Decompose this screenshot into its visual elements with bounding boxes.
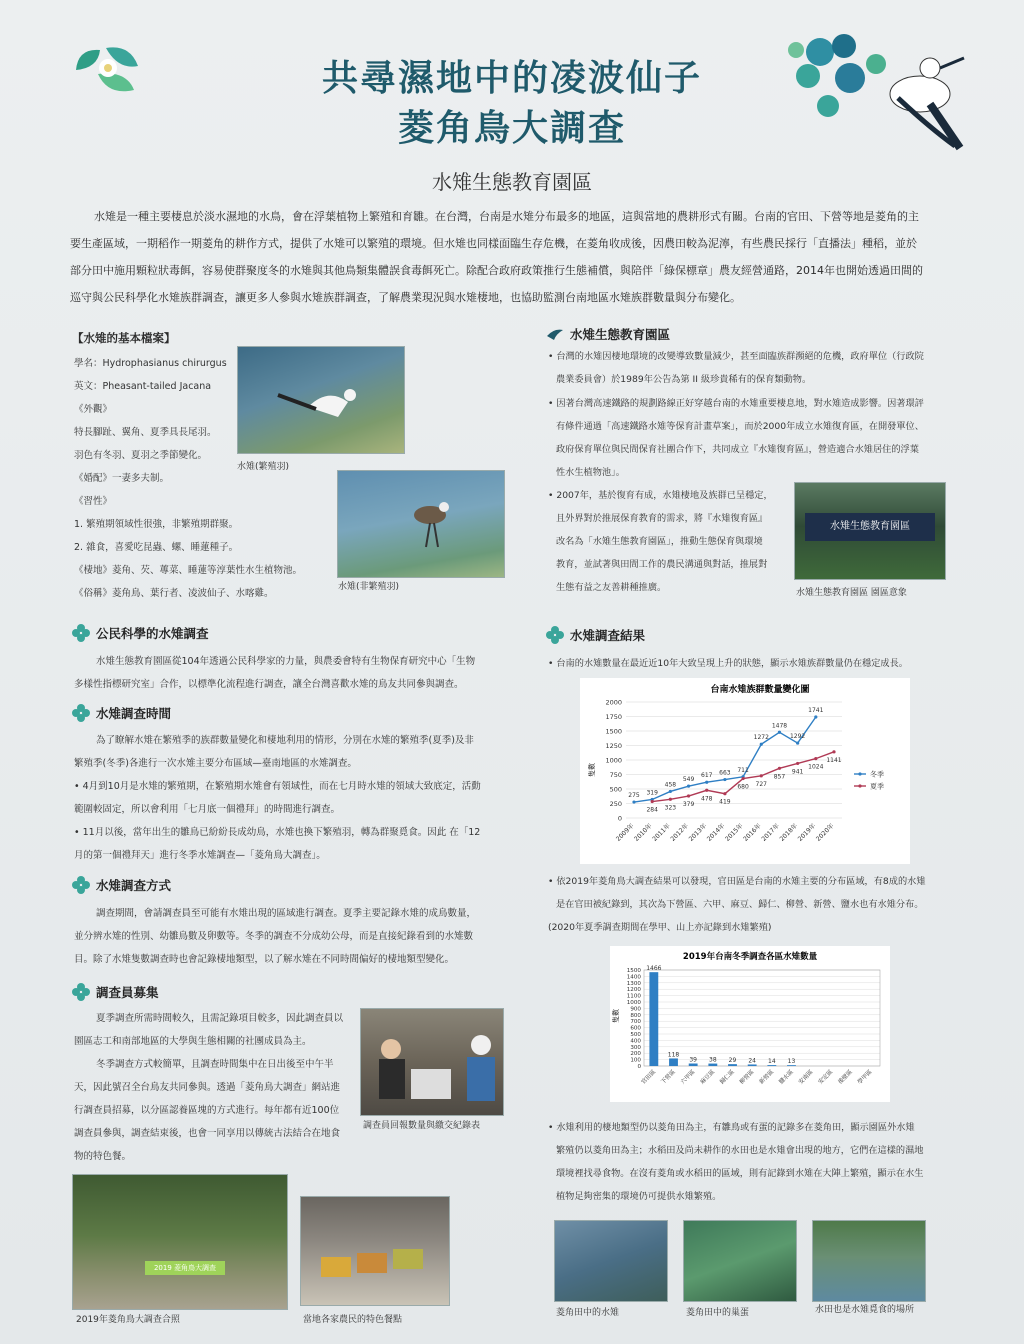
text-line: 調查期間，會請調查員至可能有水雉出現的區域進行調查。夏季主要記錄水雉的成鳥數量， bbox=[96, 908, 477, 919]
y-tick-label: 1750 bbox=[605, 713, 622, 721]
data-point bbox=[760, 743, 763, 746]
text-line: 因著台灣高速鐵路的規劃路線正好穿越台南的水雉重要棲息地，對水雉造成影響。因著環評 bbox=[556, 398, 924, 409]
recruit-heading bbox=[72, 983, 159, 1001]
text-line: 植物足夠密集的環境仍可提供水雉繁殖。 bbox=[556, 1191, 722, 1202]
profile-line: 《外觀》 bbox=[74, 404, 113, 415]
data-point bbox=[723, 792, 726, 795]
data-label: 458 bbox=[664, 781, 677, 789]
clover-icon bbox=[72, 983, 90, 1001]
section-title: 水雉調查方式 bbox=[96, 878, 172, 893]
x-tick-label: 2009年 bbox=[614, 822, 636, 843]
x-tick-label: 2016年 bbox=[742, 822, 763, 843]
intro-paragraph bbox=[70, 203, 950, 311]
clover-icon bbox=[546, 626, 564, 644]
park-heading bbox=[546, 325, 670, 343]
data-point bbox=[796, 762, 799, 765]
bar-新營區 bbox=[767, 1065, 776, 1066]
x-tick-label: 歸仁區 bbox=[719, 1069, 736, 1086]
habitat-photo-2 bbox=[683, 1220, 797, 1302]
section-title: 調查員募集 bbox=[96, 985, 159, 1000]
data-label: 24 bbox=[748, 1057, 756, 1065]
bird-icon bbox=[546, 326, 564, 342]
data-label: 29 bbox=[728, 1057, 737, 1065]
y-tick-label: 800 bbox=[630, 1012, 641, 1019]
data-label: 118 bbox=[667, 1051, 680, 1059]
method-heading bbox=[72, 876, 171, 894]
x-tick-label: 2014年 bbox=[705, 822, 727, 843]
data-label: 323 bbox=[664, 804, 677, 812]
data-point bbox=[832, 750, 835, 753]
text-line: • 11月以後，當年出生的雛鳥已紛紛長成幼鳥，水雉也換下繁殖羽，轉為群聚覓食。因此 在「12 bbox=[74, 827, 481, 838]
bar-麻豆區 bbox=[708, 1064, 717, 1066]
profile-line: 英文：Pheasant-tailed Jacana bbox=[74, 381, 212, 392]
intro-line: 部分田中施用顆粒狀毒餌，容易使群聚度冬的水雉與其他鳥類集體誤食毒餌死亡。除配合政府政策推行生態補償，與陪伴「綠保標章」農友經營通路，2014年也開始透過田間的 bbox=[70, 264, 923, 277]
photo-caption: 當地各家農民的特色餐點 bbox=[303, 1315, 403, 1325]
text-line: • 4月到10月是水雉的繁殖期，在繁殖期水雉會有領域性，而在七月時水雉的領域大致底定，活動 bbox=[74, 781, 481, 792]
data-label: 680 bbox=[737, 783, 749, 791]
park-sign-photo bbox=[794, 482, 946, 580]
y-tick-label: 200 bbox=[630, 1051, 641, 1058]
park-sign-text: 水雉生態教育園區 bbox=[805, 513, 935, 541]
y-tick-label: 1500 bbox=[605, 727, 622, 736]
photo-caption: 水雉(繁殖羽) bbox=[237, 462, 290, 472]
data-point bbox=[741, 777, 744, 780]
y-tick-label: 900 bbox=[630, 1006, 641, 1013]
data-point bbox=[651, 800, 654, 803]
profile-line: 《習性》 bbox=[74, 496, 113, 507]
legend-label: 夏季 bbox=[870, 782, 884, 791]
y-tick-label: 750 bbox=[609, 771, 622, 779]
park-bullet-1: • 台灣的水雉因棲地環境的改變導致數量減少，甚至面臨族群瀕絕的危機，政府單位（行政院 農業委員會）於1989年公告為第 II 級珍貴稀有的保育類動物。 bbox=[548, 345, 948, 391]
text-line: 多樣性指標研究室」合作，以標準化流程進行調查，讓全台灣喜歡水雉的鳥友共同參與調查。 bbox=[74, 679, 464, 690]
data-point bbox=[687, 785, 690, 788]
text-line: 行調查員招募，以分區認養區塊的方式進行。每年都有近100位 bbox=[74, 1105, 340, 1116]
data-label: 419 bbox=[719, 798, 731, 806]
timing-heading bbox=[72, 704, 171, 722]
data-point bbox=[705, 789, 708, 792]
bar-歸仁區 bbox=[728, 1064, 737, 1066]
x-tick-label: 2020年 bbox=[814, 822, 836, 843]
data-point bbox=[687, 794, 690, 797]
text-line: 園區志工和南部地區的大學與生態相關的社團成員為主。 bbox=[74, 1036, 312, 1047]
y-tick-label: 400 bbox=[630, 1038, 641, 1045]
text-line: 2007年，基於復育有成，水雉棲地及族群已呈穩定， bbox=[556, 490, 773, 501]
data-label: 711 bbox=[737, 766, 749, 774]
text-line: 目。除了水雉隻數調查時也會記錄棲地類型，以了解水雉在不同時間偏好的棲地類型變化。 bbox=[74, 954, 455, 965]
recruit-text bbox=[74, 1007, 354, 1168]
y-tick-label: 100 bbox=[630, 1057, 641, 1064]
local-food-photo bbox=[300, 1196, 450, 1306]
data-label: 727 bbox=[755, 780, 767, 788]
y-tick-label: 1500 bbox=[626, 968, 641, 974]
photo-caption: 水雉(非繁殖羽) bbox=[338, 582, 400, 592]
profile-line: 羽色有冬羽、夏羽之季節變化。 bbox=[74, 450, 208, 461]
x-tick-label: 官田區 bbox=[640, 1069, 658, 1086]
data-label: 275 bbox=[628, 792, 640, 800]
legend-marker bbox=[858, 784, 861, 787]
text-line: 是在官田被紀錄到，其次為下營區、六甲、麻豆、歸仁、柳營、新營、鹽水也有水雉分布。 bbox=[556, 899, 924, 910]
data-label: 617 bbox=[701, 772, 713, 780]
text-line: 有條件通過「高速鐵路水雉等保育計畫草案」，而於2000年成立水雉復育區，在開發單位、 bbox=[556, 421, 924, 432]
text-line: 月的第一個禮拜天」進行冬季水雉調查—「菱角鳥大調查」。 bbox=[74, 850, 326, 861]
y-axis-label: 隻數 bbox=[612, 1009, 620, 1023]
x-tick-label: 2015年 bbox=[724, 822, 745, 843]
intro-line: 要生產區域，一期稻作一期菱角的耕作方式，提供了水雉可以繁殖的環境。但水雉也同樣面臨生存危機，在菱角收成後，因農田較為泥濘，有些農民採行「直播法」種稻，並於 bbox=[70, 237, 917, 250]
text-line: • 水雉利用的棲地類型仍以菱角田為主，有雛鳥或有蛋的記錄多在菱角田，顯示園區外水雉 bbox=[548, 1122, 915, 1133]
data-point bbox=[814, 757, 817, 760]
x-tick-label: 2018年 bbox=[778, 822, 800, 843]
x-tick-label: 鹽水區 bbox=[778, 1069, 795, 1086]
data-point bbox=[705, 781, 708, 784]
data-label: 1741 bbox=[808, 707, 824, 715]
text-line: 政府保育單位與民間保育社團合作下，共同成立『水雉復育區』，營造適合水雉居住的浮葉 bbox=[556, 444, 919, 455]
text-line: 天，因此號召全台鳥友共同參與。透過「菱角鳥大調查」網站進 bbox=[74, 1082, 341, 1093]
surveyors-reporting-photo bbox=[360, 1008, 504, 1116]
y-tick-label: 0 bbox=[637, 1064, 641, 1070]
citizen-heading bbox=[72, 624, 209, 642]
data-label: 13 bbox=[787, 1058, 796, 1066]
data-point bbox=[814, 715, 817, 718]
text-line: 夏季調查所需時間較久，且需記錄項目較多，因此調查員以 bbox=[96, 1013, 344, 1024]
clover-icon bbox=[72, 876, 90, 894]
profile-line: 《婚配》一妻多夫制。 bbox=[74, 473, 170, 484]
profile-line: 《俗稱》菱角鳥、葉行者、凌波仙子、水喀雞。 bbox=[74, 588, 274, 599]
clover-icon bbox=[72, 624, 90, 642]
photo-caption: 菱角田中的巢蛋 bbox=[686, 1308, 750, 1318]
photo-caption: 水田也是水雉覓食的場所 bbox=[815, 1305, 915, 1315]
y-tick-label: 1400 bbox=[626, 974, 641, 981]
plot-frame bbox=[644, 970, 880, 1066]
data-label: 1478 bbox=[771, 722, 788, 730]
photo-caption: 調查員回報數量與繳交紀錄表 bbox=[363, 1121, 481, 1131]
data-point bbox=[760, 774, 763, 777]
y-tick-label: 1000 bbox=[605, 756, 622, 765]
population-line-chart bbox=[580, 678, 910, 864]
results-bullet-3 bbox=[548, 1116, 968, 1208]
intro-line: 巡守與公民科學化水雉族群調查，讓更多人參與水雉族群調查，了解農業現況與水雉棲地，也協助監測台南地區水雉族群數量與分布變化。 bbox=[70, 291, 741, 304]
text-line: 農業委員會）於1989年公告為第 II 級珍貴稀有的保育類動物。 bbox=[556, 374, 812, 385]
text-line: 繁殖仍以菱角田為主；水稻田及尚未耕作的水田也是水雉會出現的地方，它們在這樣的濕地 bbox=[556, 1145, 924, 1156]
profile-line: 特長腳趾、翼角、夏季具長尾羽。 bbox=[74, 427, 217, 438]
data-label: 1292 bbox=[789, 733, 806, 741]
bar-六甲區 bbox=[689, 1064, 698, 1066]
bar-柳營區 bbox=[748, 1064, 757, 1066]
text-line: 並分辨水雉的性別、幼雛鳥數及卵數等。冬季的調查不分成幼公母，而是直接紀錄看到的水雉數 bbox=[74, 931, 474, 942]
photo-caption: 菱角田中的水雉 bbox=[556, 1308, 620, 1318]
x-tick-label: 2011年 bbox=[651, 822, 672, 843]
x-tick-label: 下營區 bbox=[660, 1069, 677, 1086]
data-label: 549 bbox=[682, 776, 695, 784]
jacana-breeding-photo bbox=[237, 346, 405, 454]
profile-line: 1. 繁殖期領域性很強，非繁殖期群聚。 bbox=[74, 519, 239, 530]
y-tick-label: 1250 bbox=[605, 742, 622, 750]
bar-官田區 bbox=[649, 972, 658, 1066]
x-tick-label: 2012年 bbox=[669, 822, 690, 843]
y-axis-label: 隻數 bbox=[588, 763, 596, 777]
x-tick-label: 麻豆區 bbox=[699, 1069, 717, 1086]
text-line: 調查員參與，調查結束後，也會一同享用以傳統古法結合在地食 bbox=[74, 1128, 341, 1139]
results-bullet-1: • 台南的水雉數量在最近近10年大致呈現上升的狀態，顯示水雉族群數量仍在穩定成長。 bbox=[548, 658, 908, 669]
data-label: 478 bbox=[701, 795, 713, 803]
text-line: 水雉生態教育園區從104年透過公民科學家的力量，與農委會特有生物保育研究中心「生物 bbox=[96, 656, 476, 667]
data-point bbox=[632, 800, 635, 803]
page-subtitle: 水雉生態教育園區 bbox=[432, 170, 592, 194]
y-tick-label: 500 bbox=[609, 785, 622, 794]
photo-caption: 2019年菱角鳥大調查合照 bbox=[76, 1315, 180, 1325]
text-line: (2020年夏季調查期間在學甲、山上亦記錄到水雉繁殖) bbox=[548, 922, 772, 933]
text-line: 生態有益之友善耕種推廣。 bbox=[556, 582, 667, 593]
bar-下營區 bbox=[669, 1058, 678, 1066]
intro-line: 水雉是一種主要棲息於淡水濕地的水鳥，會在浮葉植物上繁殖和育雛。在台灣，台南是水雉分布最多的地區，這與當地的農耕形式有關。台南的官田、下營等地是菱角的主 bbox=[94, 210, 919, 223]
x-tick-label: 2013年 bbox=[687, 822, 709, 843]
section-title: 水雉生態教育園區 bbox=[570, 327, 671, 342]
y-tick-label: 500 bbox=[630, 1032, 641, 1038]
data-label: 1272 bbox=[753, 734, 769, 742]
data-point bbox=[669, 790, 672, 793]
data-point bbox=[778, 767, 781, 770]
park-bullet-2: • 因著台灣高速鐵路的規劃路線正好穿越台南的水雉重要棲息地，對水雉造成影響。因著環評 有條件通過「高速鐵路水雉等保育計畫草案」，而於2000年成立水雉復育區，在開發單位、 政府保育單位與民間保育社團合作下，共同成立『水雉復育區』，營造適合水雉居住的浮葉 性水生植物池」。 bbox=[548, 392, 948, 484]
profile-line: 《棲地》菱角、芡、蓴菜、睡蓮等淳葉性水生植物池。 bbox=[74, 565, 303, 576]
y-tick-label: 300 bbox=[630, 1044, 641, 1051]
y-tick-label: 1000 bbox=[626, 1000, 641, 1006]
results-bullet-2 bbox=[548, 870, 968, 939]
text-line: 教育，並試著與田間工作的農民溝通與對話，推展對 bbox=[556, 559, 768, 570]
text-line: 環境裡找尋食物。在沒有菱角或水稻田的區域，則有記錄到水雉在大陣上繁殖，顯示在水生 bbox=[556, 1168, 924, 1179]
text-line: 台灣的水雉因棲地環境的改變導致數量減少，甚至面臨族群瀕絕的危機，政府單位（行政院 bbox=[556, 351, 924, 362]
x-tick-label: 新營區 bbox=[758, 1069, 776, 1086]
section-title: 水雉調查結果 bbox=[570, 628, 646, 643]
x-tick-label: 2019年 bbox=[796, 822, 818, 843]
section-title: 水雉調查時間 bbox=[96, 706, 172, 721]
x-tick-label: 安定區 bbox=[817, 1069, 835, 1086]
legend-marker bbox=[858, 772, 861, 775]
jacana-nonbreeding-photo bbox=[337, 470, 505, 578]
y-tick-label: 1100 bbox=[626, 993, 641, 1000]
y-tick-label: 2000 bbox=[605, 698, 622, 707]
data-label: 14 bbox=[768, 1058, 776, 1066]
x-tick-label: 安南區 bbox=[798, 1069, 815, 1086]
y-tick-label: 250 bbox=[609, 800, 622, 808]
method-text bbox=[74, 902, 494, 971]
data-point bbox=[723, 778, 726, 781]
profile-line: 2. 雜食，喜愛吃昆蟲、螺、睡蓮種子。 bbox=[74, 542, 239, 553]
bar-鹽水區 bbox=[787, 1065, 796, 1066]
data-label: 941 bbox=[791, 768, 804, 776]
y-tick-label: 1200 bbox=[626, 987, 641, 994]
y-tick-label: 600 bbox=[630, 1025, 641, 1032]
chart-title: 2019年台南冬季調查各區水雉數量 bbox=[682, 952, 818, 962]
habitat-photo-3 bbox=[812, 1220, 926, 1302]
habitat-photo-1 bbox=[554, 1220, 668, 1302]
x-tick-label: 柳營區 bbox=[739, 1069, 756, 1086]
data-label: 379 bbox=[682, 801, 695, 809]
group-photo-banner: 2019 菱角鳥大調查 bbox=[145, 1261, 225, 1275]
y-tick-label: 0 bbox=[617, 814, 622, 823]
chart-title: 台南水雉族群數量變化圖 bbox=[710, 685, 810, 695]
profile-line: 學名：Hydrophasianus chirurgus bbox=[74, 358, 227, 369]
citizen-text bbox=[74, 650, 494, 696]
text-line: • 依2019年菱角鳥大調查結果可以發現，官田區是台南的水雉主要的分布區域，有8成的水雉 bbox=[548, 876, 926, 887]
data-label: 319 bbox=[646, 789, 658, 797]
text-line: 為了瞭解水雉在繁殖季的族群數量變化和棲地利用的情形，分別在水雉的繁殖季(夏季)及非 bbox=[96, 735, 474, 746]
x-tick-label: 後壁區 bbox=[837, 1069, 854, 1086]
photo-caption: 水雉生態教育園區 園區意象 bbox=[796, 588, 907, 598]
data-label: 38 bbox=[709, 1056, 717, 1064]
data-point bbox=[796, 741, 799, 744]
text-line: 物的特色餐。 bbox=[74, 1151, 132, 1162]
text-line: 性水生植物池」。 bbox=[556, 467, 625, 478]
text-line: 且外界對於推展保育教育的需求，將『水雉復育區』 bbox=[556, 513, 768, 524]
park-bullet-3: • 2007年，基於復育有成，水雉棲地及族群已呈穩定， 且外界對於推展保育教育的需求，將『水雉復育區』 改名為「水雉生態教育園區」，推動生態保育與環境 教育，並試著與田間工作的農民溝通與對話，推展對 生態有益之友善耕種推廣。 bbox=[548, 484, 788, 599]
data-label: 284 bbox=[646, 806, 658, 814]
text-line: 改名為「水雉生態教育園區」，推動生態保育與環境 bbox=[556, 536, 763, 547]
profile-heading: 【水雉的基本檔案】 bbox=[72, 331, 176, 345]
text-line: 繁殖季(冬季)各進行一次水雉主要分布區域—臺南地區的水雉調查。 bbox=[74, 758, 357, 769]
clover-icon bbox=[72, 704, 90, 722]
data-label: 663 bbox=[719, 769, 731, 777]
x-tick-label: 學甲區 bbox=[857, 1069, 874, 1086]
data-point bbox=[669, 798, 672, 801]
text-line: 範圍較固定，所以會利用「七月底一個禮拜」的時間進行調查。 bbox=[74, 804, 341, 815]
y-tick-label: 1300 bbox=[626, 980, 641, 987]
x-tick-label: 六甲區 bbox=[680, 1069, 697, 1086]
section-title: 公民科學的水雉調查 bbox=[96, 626, 209, 641]
group-photo bbox=[72, 1174, 288, 1310]
data-label: 1024 bbox=[808, 763, 824, 771]
results-heading bbox=[546, 626, 645, 644]
y-tick-label: 700 bbox=[630, 1019, 641, 1026]
x-tick-label: 2010年 bbox=[633, 822, 654, 843]
page-title: 共尋濕地中的凌波仙子 bbox=[321, 58, 702, 99]
text-line: 冬季調查方式較簡單，且調查時間集中在日出後至中午半 bbox=[96, 1059, 334, 1070]
x-tick-label: 2017年 bbox=[760, 822, 781, 843]
page-title-line2: 菱角鳥大調查 bbox=[397, 108, 626, 149]
timing-text bbox=[74, 729, 494, 867]
data-point bbox=[778, 731, 781, 734]
data-label: 1141 bbox=[826, 756, 842, 764]
data-label: 857 bbox=[773, 773, 786, 781]
data-label: 1466 bbox=[646, 965, 662, 973]
district-bar-chart bbox=[610, 946, 890, 1102]
data-label: 39 bbox=[689, 1056, 697, 1064]
legend-label: 冬季 bbox=[870, 770, 884, 779]
